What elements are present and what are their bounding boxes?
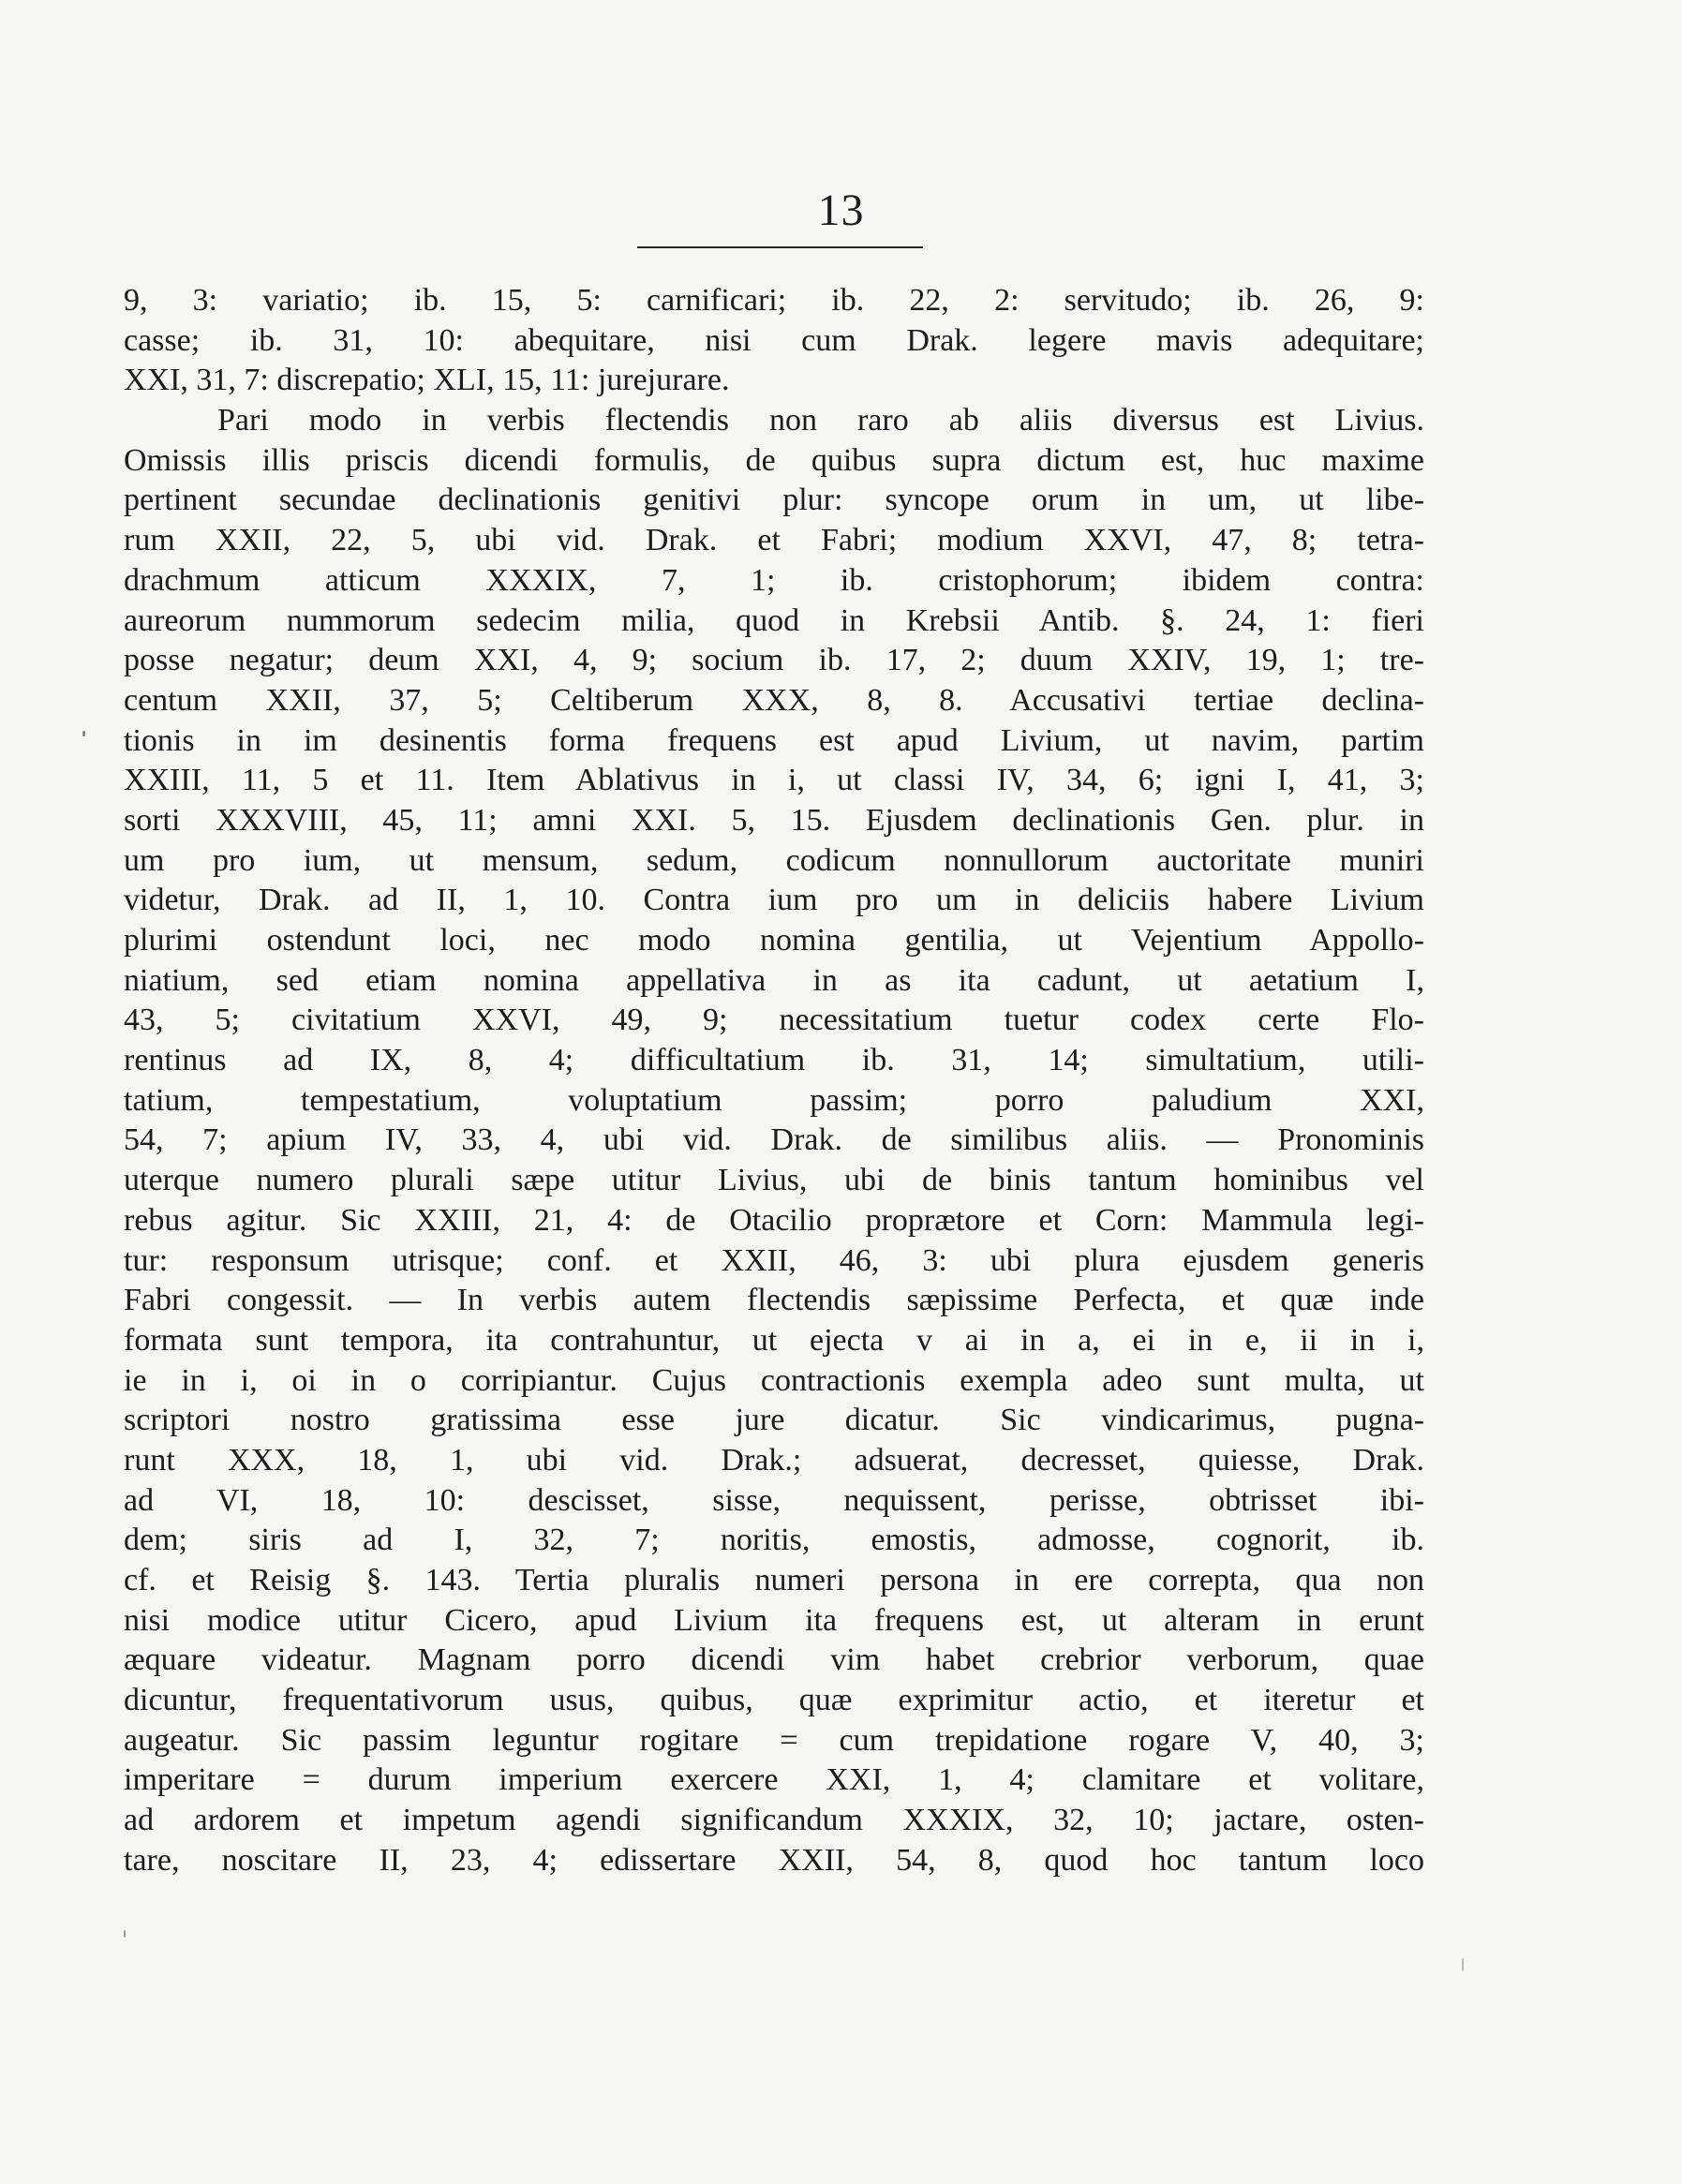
text-line: imperitare = durum imperium exercere XXI, 1, 4; clamitare et volitare, (124, 1762, 1424, 1798)
text-line: cf. et Reisig §. 143. Tertia pluralis numeri persona in ere correpta, qua non (124, 1563, 1424, 1597)
text-line: posse negatur; deum XXI, 4, 9; socium ib. 17, 2; duum XXIV, 19, 1; tre- (124, 643, 1424, 678)
page-number: 13 (817, 186, 865, 235)
text-line: nisi modice utitur Cicero, apud Livium ita frequens est, ut alteram in erunt (124, 1602, 1424, 1638)
text-line: rebus agitur. Sic XXIII, 21, 4: de Otacilio proprætore et Corn: Mammula legi- (124, 1202, 1424, 1238)
text-line: scriptori nostro gratissima esse jure dicatur. Sic vindicarimus, pugna- (124, 1403, 1424, 1438)
text-line: Pari modo in verbis flectendis non raro ab aliis diversus est Livius. (217, 403, 1424, 438)
text-line: æquare videatur. Magnam porro dicendi vim habet crebrior verborum, quae (124, 1642, 1424, 1678)
text-line: dicuntur, frequentativorum usus, quibus, quæ exprimitur actio, et iteretur et (124, 1683, 1424, 1718)
text-line: dem; siris ad I, 32, 7; noritis, emostis, admosse, cognorit, ib. (124, 1523, 1424, 1558)
text-line: 9, 3: variatio; ib. 15, 5: carnificari; ib. 22, 2: servitudo; ib. 26, 9: (124, 283, 1424, 318)
text-line: ie in i, oi in o corripiantur. Cujus contractionis exempla adeo sunt multa, ut (124, 1362, 1424, 1398)
text-line: 43, 5; civitatium XXVI, 49, 9; necessitatium tuetur codex certe Flo- (124, 1003, 1424, 1038)
text-line: formata sunt tempora, ita contrahuntur, ut ejecta v ai in a, ei in e, ii in i, (124, 1322, 1424, 1358)
text-line: Omissis illis priscis dicendi formulis, de quibus supra dictum est, huc maxime (124, 442, 1424, 478)
text-line: tare, noscitare II, 23, 4; edissertare XXII, 54, 8, quod hoc tantum loco (124, 1842, 1424, 1878)
text-line: runt XXX, 18, 1, ubi vid. Drak.; adsuerat, decresset, quiesse, Drak. (124, 1442, 1424, 1478)
text-line: tionis in im desinentis forma frequens est apud Livium, ut navim, partim (124, 722, 1424, 758)
text-line: plurimi ostendunt loci, nec modo nomina gentilia, ut Vejentium Appollo- (124, 923, 1424, 958)
text-line: um pro ium, ut mensum, sedum, codicum nonnullorum auctoritate muniri (124, 842, 1424, 878)
paper-speck (1462, 1958, 1464, 1971)
text-line: XXIII, 11, 5 et 11. Item Ablativus in i, ut classi IV, 34, 6; igni I, 41, 3; (124, 763, 1424, 798)
paper-speck (124, 1930, 126, 1938)
text-line: videtur, Drak. ad II, 1, 10. Contra ium pro um in deliciis habere Livium (124, 883, 1424, 918)
text-line: tatium, tempestatium, voluptatium passim; porro paludium XXI, (124, 1082, 1424, 1118)
header-rule (637, 246, 923, 248)
text-line: drachmum atticum XXXIX, 7, 1; ib. cristophorum; ibidem contra: (124, 562, 1424, 598)
text-line: aureorum nummorum sedecim milia, quod in Krebsii Antib. §. 24, 1: fieri (124, 602, 1424, 638)
text-line: uterque numero plurali sæpe utitur Livius, ubi de binis tantum hominibus vel (124, 1163, 1424, 1198)
text-line: niatium, sed etiam nomina appellativa in as ita cadunt, ut aetatium I, (124, 962, 1424, 998)
text-line: rentinus ad IX, 8, 4; difficultatium ib. 31, 14; simultatium, utili- (124, 1043, 1424, 1078)
text-line: casse; ib. 31, 10: abequitare, nisi cum Drak. legere mavis adequitare; (124, 322, 1424, 358)
text-line: 54, 7; apium IV, 33, 4, ubi vid. Drak. de similibus aliis. — Pronominis (124, 1122, 1424, 1158)
text-line: rum XXII, 22, 5, ubi vid. Drak. et Fabri; modium XXVI, 47, 8; tetra- (124, 523, 1424, 558)
text-line: XXI, 31, 7: discrepatio; XLI, 15, 11: jurejurare. (124, 363, 730, 398)
text-line: sorti XXXVIII, 45, 11; amni XXI. 5, 15. Ejusdem declinationis Gen. plur. in (124, 802, 1424, 838)
body-text (124, 281, 1424, 1881)
paper-speck (82, 731, 85, 736)
text-line: centum XXII, 37, 5; Celtiberum XXX, 8, 8. Accusativi tertiae declina- (124, 682, 1424, 718)
text-line: ad ardorem et impetum agendi significandum XXXIX, 32, 10; jactare, osten- (124, 1803, 1424, 1838)
text-line: pertinent secundae declinationis genitivi plur: syncope orum in um, ut libe- (124, 483, 1424, 518)
text-line: tur: responsum utrisque; conf. et XXII, 46, 3: ubi plura ejusdem generis (124, 1242, 1424, 1278)
text-line: ad VI, 18, 10: descisset, sisse, nequissent, perisse, obtrisset ibi- (124, 1482, 1424, 1518)
text-line: augeatur. Sic passim leguntur rogitare = cum trepidatione rogare V, 40, 3; (124, 1722, 1424, 1758)
text-line: Fabri congessit. — In verbis autem flectendis sæpissime Perfecta, et quæ inde (124, 1283, 1424, 1318)
